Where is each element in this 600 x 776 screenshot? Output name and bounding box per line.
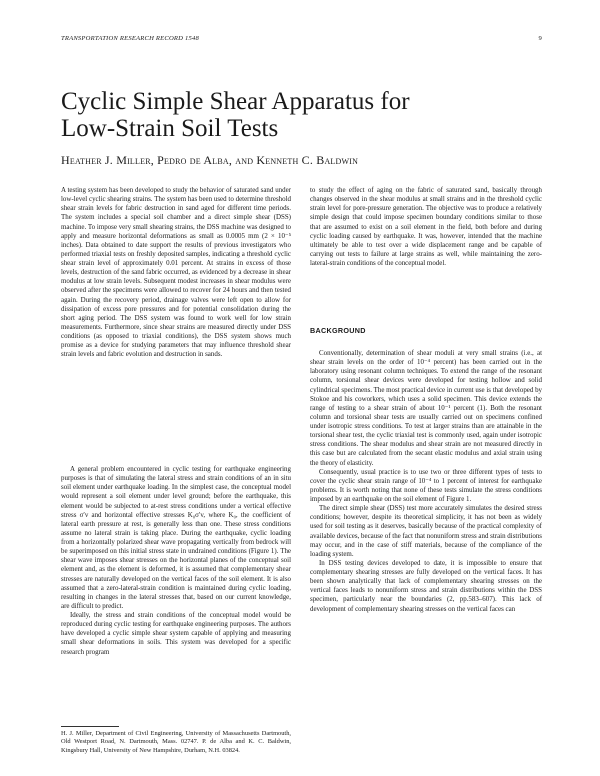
author-affiliations-footnote: H. J. Miller, Department of Civil Engineering, University of Massachusetts Dartmouth, Old Westport Road, N. Dartmouth, Mass. 02747. P. de Alba and K. C. Baldwin, Kingsbury Hall, University of New Hampshire, Durham, N.H. 03824. — [61, 730, 291, 754]
introduction — [61, 465, 291, 657]
running-header — [61, 35, 542, 42]
title-line-1: Cyclic Simple Shear Apparatus for — [61, 88, 410, 115]
intro-paragraph-1: A general problem encountered in cyclic testing for earthquake engineering purposes is that of simulating the lateral stress and strain conditions of an in situ soil element under earthquake loading. In the simplest case, the conceptual model would represent a soil element under level ground; before the earthquake, this element would be subjected to at-rest stress conditions under a vertical effective stress σ′v and horizontal effective stresses K₀σ′v, where K₀, the coefficient of lateral earth pressure at rest, is generally less than one. These stress conditions assume no lateral strain is taking place. During the earthquake, cyclic loading from a horizontally polarized shear wave propagating vertically from bedrock will be superimposed on this initial stress state in undrained conditions (Figure 1). The shear wave imposes shear stresses on the horizontal planes of the conceptual soil element and, as the element is deformed, it is assumed that complementary shear stresses are naturally developed on the vertical faces of the soil element. It is also assumed that a zero-lateral-strain condition is maintained during cyclic loading, resulting in changes in the lateral stresses that, based on our current knowledge, are difficult to predict. — [61, 465, 291, 610]
abstract — [61, 186, 291, 359]
background-heading: BACKGROUND — [310, 326, 366, 335]
footnote-divider — [61, 726, 119, 727]
background-paragraph-3: The direct simple shear (DSS) test more accurately simulates the desired stress conditions; however, despite its theoretical simplicity, it has not been as widely used for soil testing as it deserves, basically because of the practical complexity of available devices, because of the fact that nonuniform stress and strain distributions may occur, and in the case of stiff materials, because of the compliance of the loading system. — [310, 504, 542, 558]
abstract-text: A testing system has been developed to study the behavior of saturated sand under low-level cyclic shearing strains. The system has been used to determine threshold shear strain levels for fabric destruction in sand aged for different time periods. The system includes a special soil chamber and a direct simple shear (DSS) machine. To impose very small shearing strains, the DSS machine was designed to apply and measure horizontal deformations as small as 0.0005 mm (2 × 10⁻⁵ inches). Data obtained to date support the results of previous investigators who performed triaxial tests on freshly deposited samples, indicating a threshold cyclic shear strain level of approximately 0.01 percent. At strains in excess of those levels, destruction of the sand fabric occurred, as evidenced by a decrease in shear modulus at low strain levels. Subsequent modest increases in shear modulus were observed after the specimens were allowed to recover for 24 hours and then tested again. During the recovery period, drainage valves were left open to allow for dissipation of excess pore pressures and for potential consolidation during the short aging period. The DSS system was found to work well for low strain measurements. Furthermore, since shear strains are measured directly under DSS conditions (as opposed to triaxial conditions), the DSS system shows much promise as a device for studying parameters that may influence threshold shear strain levels and fabric evolution and destruction in sands. — [61, 186, 291, 359]
page-number: 9 — [538, 35, 542, 42]
background-paragraph-1: Conventionally, determination of shear moduli at very small strains (i.e., at shear strain levels on the order of 10⁻⁴ percent) has been carried out in the laboratory using resonant column techniques. To extend the range of the resonant column, torsional shear devices were developed for testing hollow and solid cylindrical specimens. The most practical device in current use is that developed by Stokoe and his coworkers, which uses a solid specimen. This device extends the range of testing to a shear strain of about 10⁻¹ percent (1). Both the resonant column and torsional shear tests are usually carried out on specimens confined under isotropic stress conditions. To test at larger strains than are attainable in the torsional shear test, the cyclic triaxial test is commonly used, again under isotropic stress conditions. The shear modulus and shear strain are not measured directly in this case but are calculated from the secant elastic modulus and axial strain using the theory of elasticity. — [310, 349, 543, 467]
intro-paragraph-2: Ideally, the stress and strain conditions of the conceptual model would be reproduced during cyclic testing for earthquake engineering purposes. The authors have developed a cyclic simple shear system capable of applying and measuring small shear deformations in soils. This system was developed for a specific research program — [61, 611, 291, 656]
continued-paragraph: to study the effect of aging on the fabric of saturated sand, basically through changes observed in the shear modulus at small strains and in the threshold cyclic strain level for pore-pressure generation. The objective was to produce a relatively simple design that could impose specimen boundary conditions similar to those that are assumed to exist on a soil element in the field, both before and during cyclic loading caused by earthquake. It was, however, intended that the machine ultimately be able to test over a wide displacement range and be capable of carrying out tests to failure at large strains as well, while maintaining the zero-lateral-strain conditions of the conceptual model. — [310, 186, 542, 267]
author-list: Heather J. Miller, Pedro de Alba, and Kenneth C. Baldwin — [61, 153, 359, 167]
background-section — [310, 349, 542, 614]
right-column-top — [310, 186, 542, 268]
paper-title — [61, 88, 542, 142]
background-paragraph-4: In DSS testing devices developed to date, it is impossible to ensure that complementary shearing stresses are fully developed on the vertical faces. It has been shown analytically that lack of complementary shearing stresses on the vertical faces leads to nonuniform stress and strain distributions within the DSS specimen, particularly near the boundaries (2, pp.583–607). This lack of development of complementary shearing stresses on the vertical faces can — [310, 558, 542, 613]
title-line-2: Low-Strain Soil Tests — [61, 115, 279, 142]
journal-name: TRANSPORTATION RESEARCH RECORD 1548 — [61, 35, 199, 42]
background-paragraph-2: Consequently, usual practice is to use two or three different types of tests to cover the cyclic shear strain range of 10⁻⁴ to 1 percent of interest for earthquake problems. It is worth noting that none of these tests simulate the stress conditions imposed by an earthquake on the soil element of Figure 1. — [310, 467, 542, 503]
